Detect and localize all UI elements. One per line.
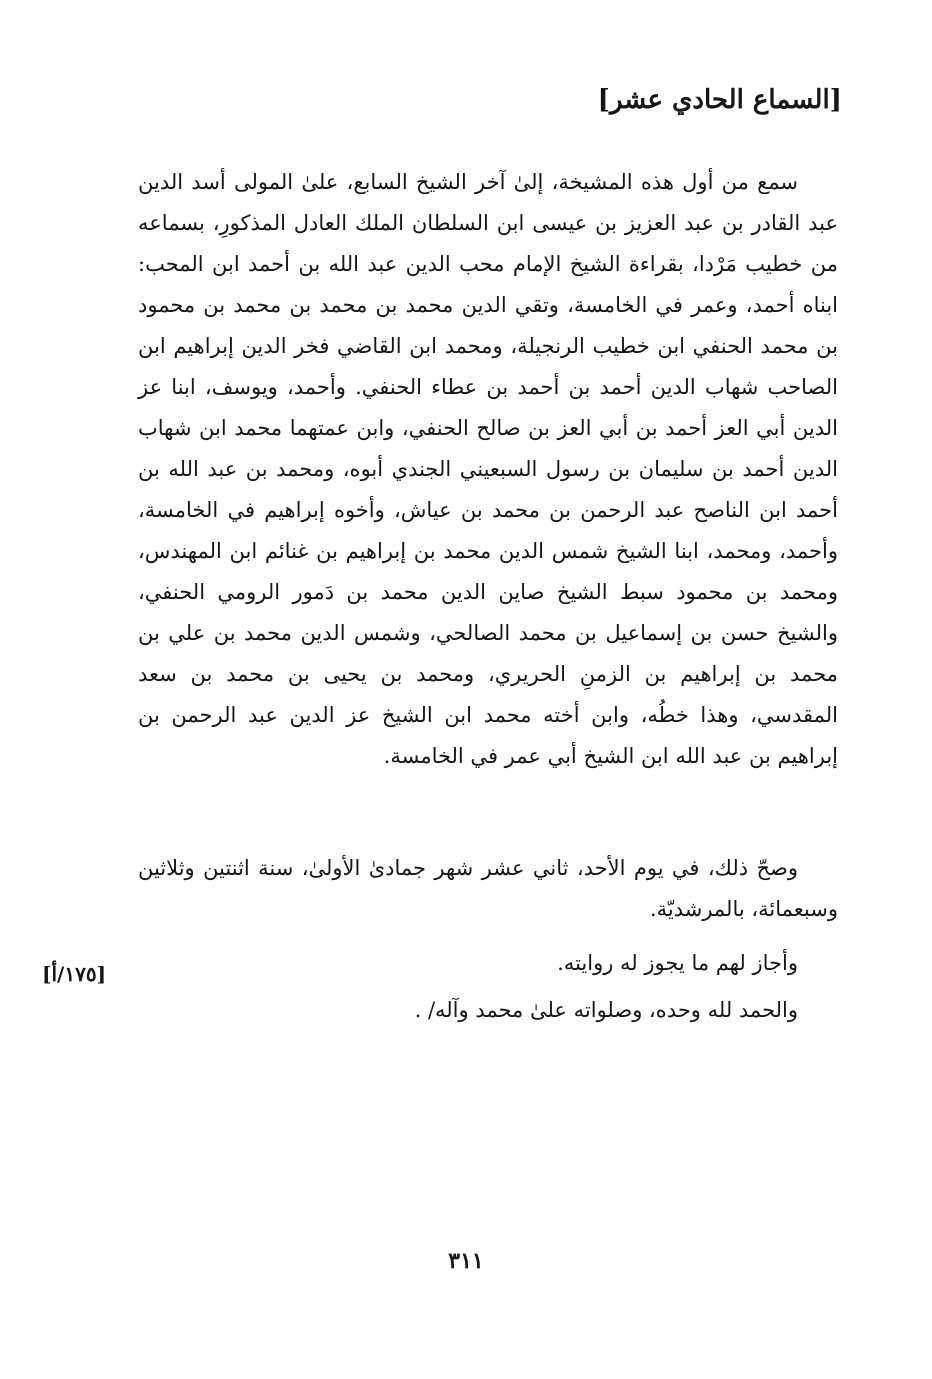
paragraph-audience-list: سمع من أول هذه المشيخة، إلىٰ آخر الشيخ السابع، علىٰ المولى أسد الدين عبد القادر بن عبد العزيز بن عيسى ابن السلطان الملك العادل المذكورِ، بسماعه من خطيب مَرْدا، بقراءة الشيخ الإمام محب الدين عبد الله بن أحمد ابن المحب: ابناه أحمد، وعمر في الخامسة، وتقي الدين محمد بن محمد بن محمد بن محمود بن محمد الحنفي ابن خطيب الرنجيلة، ومحمد ابن القاضي فخر الدين إبراهيم ابن الصاحب شهاب الدين أحمد بن أحمد بن عطاء الحنفي. وأحمد، ويوسف، ابنا عز الدين أبي العز أحمد بن أبي العز بن صالح الحنفي، وابن عمتهما محمد ابن شهاب الدين أحمد بن سليمان بن رسول السبعيني الجندي أبوه، ومحمد بن عبد الله بن أحمد ابن الناصح عبد الرحمن بن محمد بن عياش، وأخوه إبراهيم في الخامسة، وأحمد، ومحمد، ابنا الشيخ شمس الدين محمد بن إبراهيم بن غنائم ابن المهندس، ومحمد بن محمود سبط الشيخ صاين الدين محمد بن دَمور الرومي الحنفي، والشيخ حسن بن إسماعيل بن محمد الصالحي، وشمس الدين محمد بن علي بن محمد بن إبراهيم بن الزمنِ الحريري، ومحمد بن يحيى بن محمد بن سعد المقدسي، وهذا خطُه، وابن أخته محمد ابن الشيخ عز الدين عبد الرحمن بن إبراهيم بن عبد الله ابن الشيخ أبي عمر في الخامسة. [138,170,838,768]
paragraph-closing: والحمد لله وحده، وصلواته علىٰ محمد وآله/ . [414,998,798,1022]
paragraph-permission: وأجاز لهم ما يجوز له روايته. [557,951,798,975]
section-heading: [السماع الحادي عشر] [597,85,842,115]
paragraph-date: وصحّ ذلك، في يوم الأحد، ثاني عشر شهر جمادىٰ الأولىٰ، سنة اثنتين وثلاثين وسبعمائة، بالمرشديّة. [138,856,838,921]
manuscript-folio-reference: [١٧٥/أ] [42,962,107,986]
page-number: ٣١١ [448,1248,484,1274]
